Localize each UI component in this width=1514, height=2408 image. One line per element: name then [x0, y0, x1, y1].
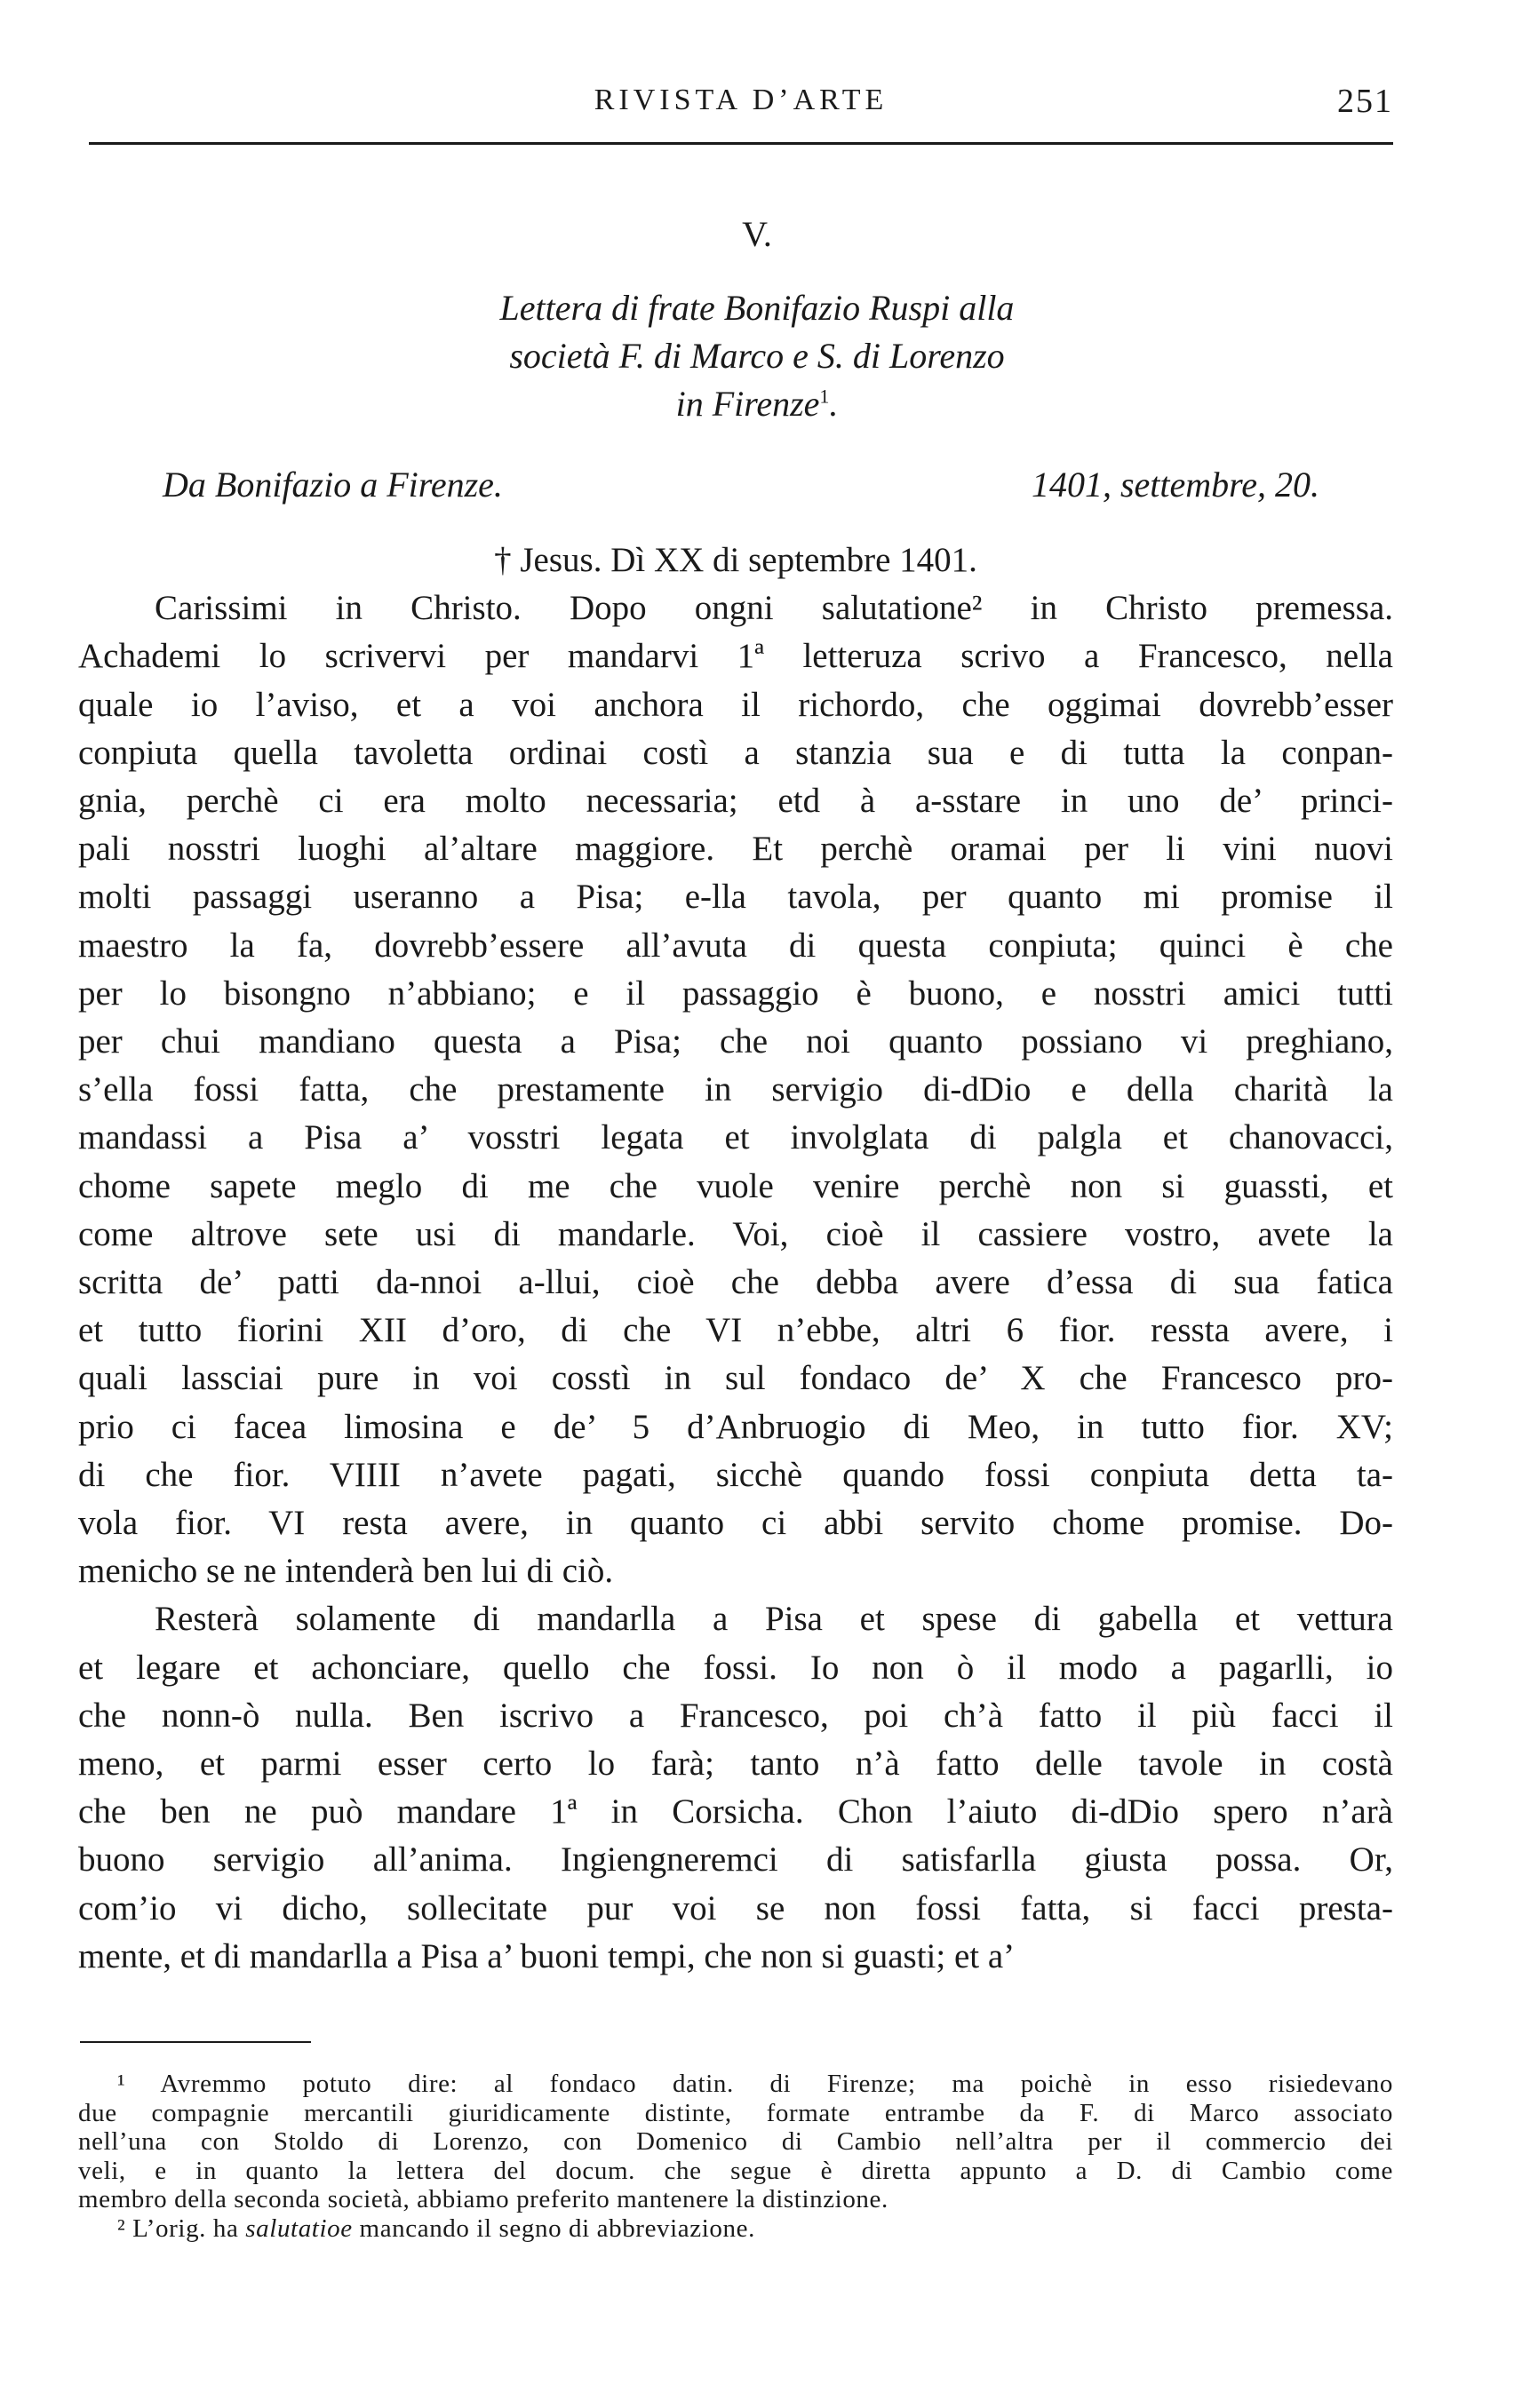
- letter-body: [78, 536, 1393, 1981]
- body-line: quali lassciai pure in voi cosstì in sul fondaco de’ X che Francesco pro-: [78, 1359, 1393, 1398]
- body-line: et legare et achonciare, quello che fossi. Io non ò il modo a pagarlli, io: [78, 1648, 1393, 1687]
- footnote-1: [78, 2070, 1393, 2214]
- body-line: per lo bisongno n’abbiano; e il passaggio è buono, e nosstri amici tutti: [78, 974, 1393, 1013]
- running-title: RIVISTA D’ARTE: [594, 83, 888, 116]
- body-line: † Jesus. Dì XX di septembre 1401.: [494, 541, 977, 579]
- body-line: come altrove sete usi di mandarle. Voi, cioè il cassiere vostro, avete la: [78, 1214, 1393, 1253]
- body-line: et tutto fiorini XII d’oro, di che VI n’ebbe, altri 6 fior. ressta avere, i: [78, 1311, 1393, 1350]
- body-line: scritta de’ patti da-nnoi a-llui, cioè che debba avere d’essa di sua fatica: [78, 1263, 1393, 1302]
- footnote-line: due compagnie mercantili giuridicamente distinte, formate entrambe da F. di Marco associato: [78, 2098, 1393, 2127]
- letter-title: [0, 284, 1514, 428]
- letter-title-line: in Firenze$^1$.: [675, 384, 839, 424]
- body-line: di che fior. VIIII n’avete pagati, sicchè quando fossi conpiuta detta ta-: [78, 1455, 1393, 1494]
- body-line: meno, et parmi esser certo lo farà; tanto n’à fatto delle tavole in costà: [78, 1744, 1393, 1784]
- dateline: [163, 464, 1319, 505]
- body-line: vola fior. VI resta avere, in quanto ci abbi servito chome promise. Do-: [78, 1504, 1393, 1543]
- body-line: prio ci facea limosina e de’ 5 d’Anbruogio di Meo, in tutto fior. XV;: [78, 1407, 1393, 1446]
- body-line: chome sapete meglo di me che vuole venire perchè non si guassti, et: [78, 1166, 1393, 1205]
- dateline-date: 1401, settembre, 20.: [1031, 465, 1319, 505]
- body-line: che ben ne può mandare 1ª in Corsicha. Chon l’aiuto di-dDio spero n’arà: [78, 1792, 1393, 1832]
- body-line: molti passaggi useranno a Pisa; e-lla tavola, per quanto mi promise il: [78, 878, 1393, 917]
- running-header: [89, 78, 1393, 131]
- body-line: mente, et di mandarlla a Pisa a’ buoni tempi, che non si guasti; et a’: [78, 1936, 1016, 1975]
- letter-title-text: in Firenze: [675, 384, 820, 424]
- body-line: Carissimi in Christo. Dopo ongni salutatione² in Christo premessa.: [155, 589, 1393, 628]
- letter-title-line: Lettera di frate Bonifazio Ruspi alla: [499, 288, 1015, 328]
- footnote-line: ¹ Avremmo potuto dire: al fondaco datin. di Firenze; ma poichè in esso risiedevano: [117, 2070, 1393, 2098]
- footnote-ref[interactable]: 1: [819, 385, 830, 408]
- footnote-line: membro della seconda società, abbiamo preferito mantenere la distinzione.: [78, 2185, 888, 2213]
- dateline-place: Da Bonifazio a Firenze.: [163, 465, 503, 505]
- footnote-2-term: salutatioe: [245, 2213, 353, 2243]
- page-number: 251: [1337, 83, 1393, 120]
- footnotes: [78, 2070, 1393, 2243]
- body-line: gnia, perchè ci era molto necessaria; etd à a-sstare in uno de’ princi-: [78, 782, 1393, 821]
- footnote-line: veli, e in quanto la lettera del docum. che segue è diretta appunto a D. di Cambio come: [78, 2156, 1393, 2185]
- footnote-rule: [80, 2041, 311, 2043]
- section-number: V.: [742, 214, 772, 254]
- body-line: che nonn-ò nulla. Ben iscrivo a Francesco, poi ch’à fatto il più facci il: [78, 1696, 1393, 1735]
- body-line: Achademi lo scrivervi per mandarvi 1ª letteruza scrivo a Francesco, nella: [78, 637, 1393, 676]
- footnote-2-prefix: ² L’orig. ha: [117, 2213, 246, 2243]
- body-line: com’io vi dicho, sollecitate pur voi se non fossi fatta, si facci presta-: [78, 1888, 1393, 1927]
- body-line: maestro la fa, dovrebb’essere all’avuta di questa conpiuta; quinci è che: [78, 926, 1393, 965]
- body-line: Resterà solamente di mandarlla a Pisa et spese di gabella et vettura: [155, 1600, 1393, 1639]
- footnote-2-suffix: mancando il segno di abbreviazione.: [352, 2213, 755, 2243]
- footnote-line: nell’una con Stoldo di Lorenzo, con Domenico di Cambio nell’altra per il commercio dei: [78, 2127, 1393, 2156]
- body-line: buono servigio all’anima. Ingiengneremci di satisfarlla giusta possa. Or,: [78, 1840, 1393, 1880]
- header-rule: [89, 142, 1393, 145]
- body-line: per chui mandiano questa a Pisa; che noi quanto possiano vi preghiano,: [78, 1022, 1393, 1061]
- letter-title-line: società F. di Marco e S. di Lorenzo: [509, 336, 1005, 376]
- body-line: pali nosstri luoghi al’altare maggiore. Et perchè oramai per li vini nuovi: [78, 830, 1393, 869]
- body-line: quale io l’aviso, et a voi anchora il richordo, che oggimai dovrebb’esser: [78, 685, 1393, 724]
- body-line: mandassi a Pisa a’ vosstri legata et involglata di palgla et chanovacci,: [78, 1118, 1393, 1157]
- body-line: menicho se ne intenderà ben lui di ciò.: [78, 1552, 614, 1591]
- body-line: s’ella fossi fatta, che prestamente in servigio di-dDio e della charità la: [78, 1070, 1393, 1109]
- footnote-2: [78, 2214, 1393, 2244]
- body-line: conpiuta quella tavoletta ordinai costì a stanzia sua e di tutta la conpan-: [78, 733, 1393, 772]
